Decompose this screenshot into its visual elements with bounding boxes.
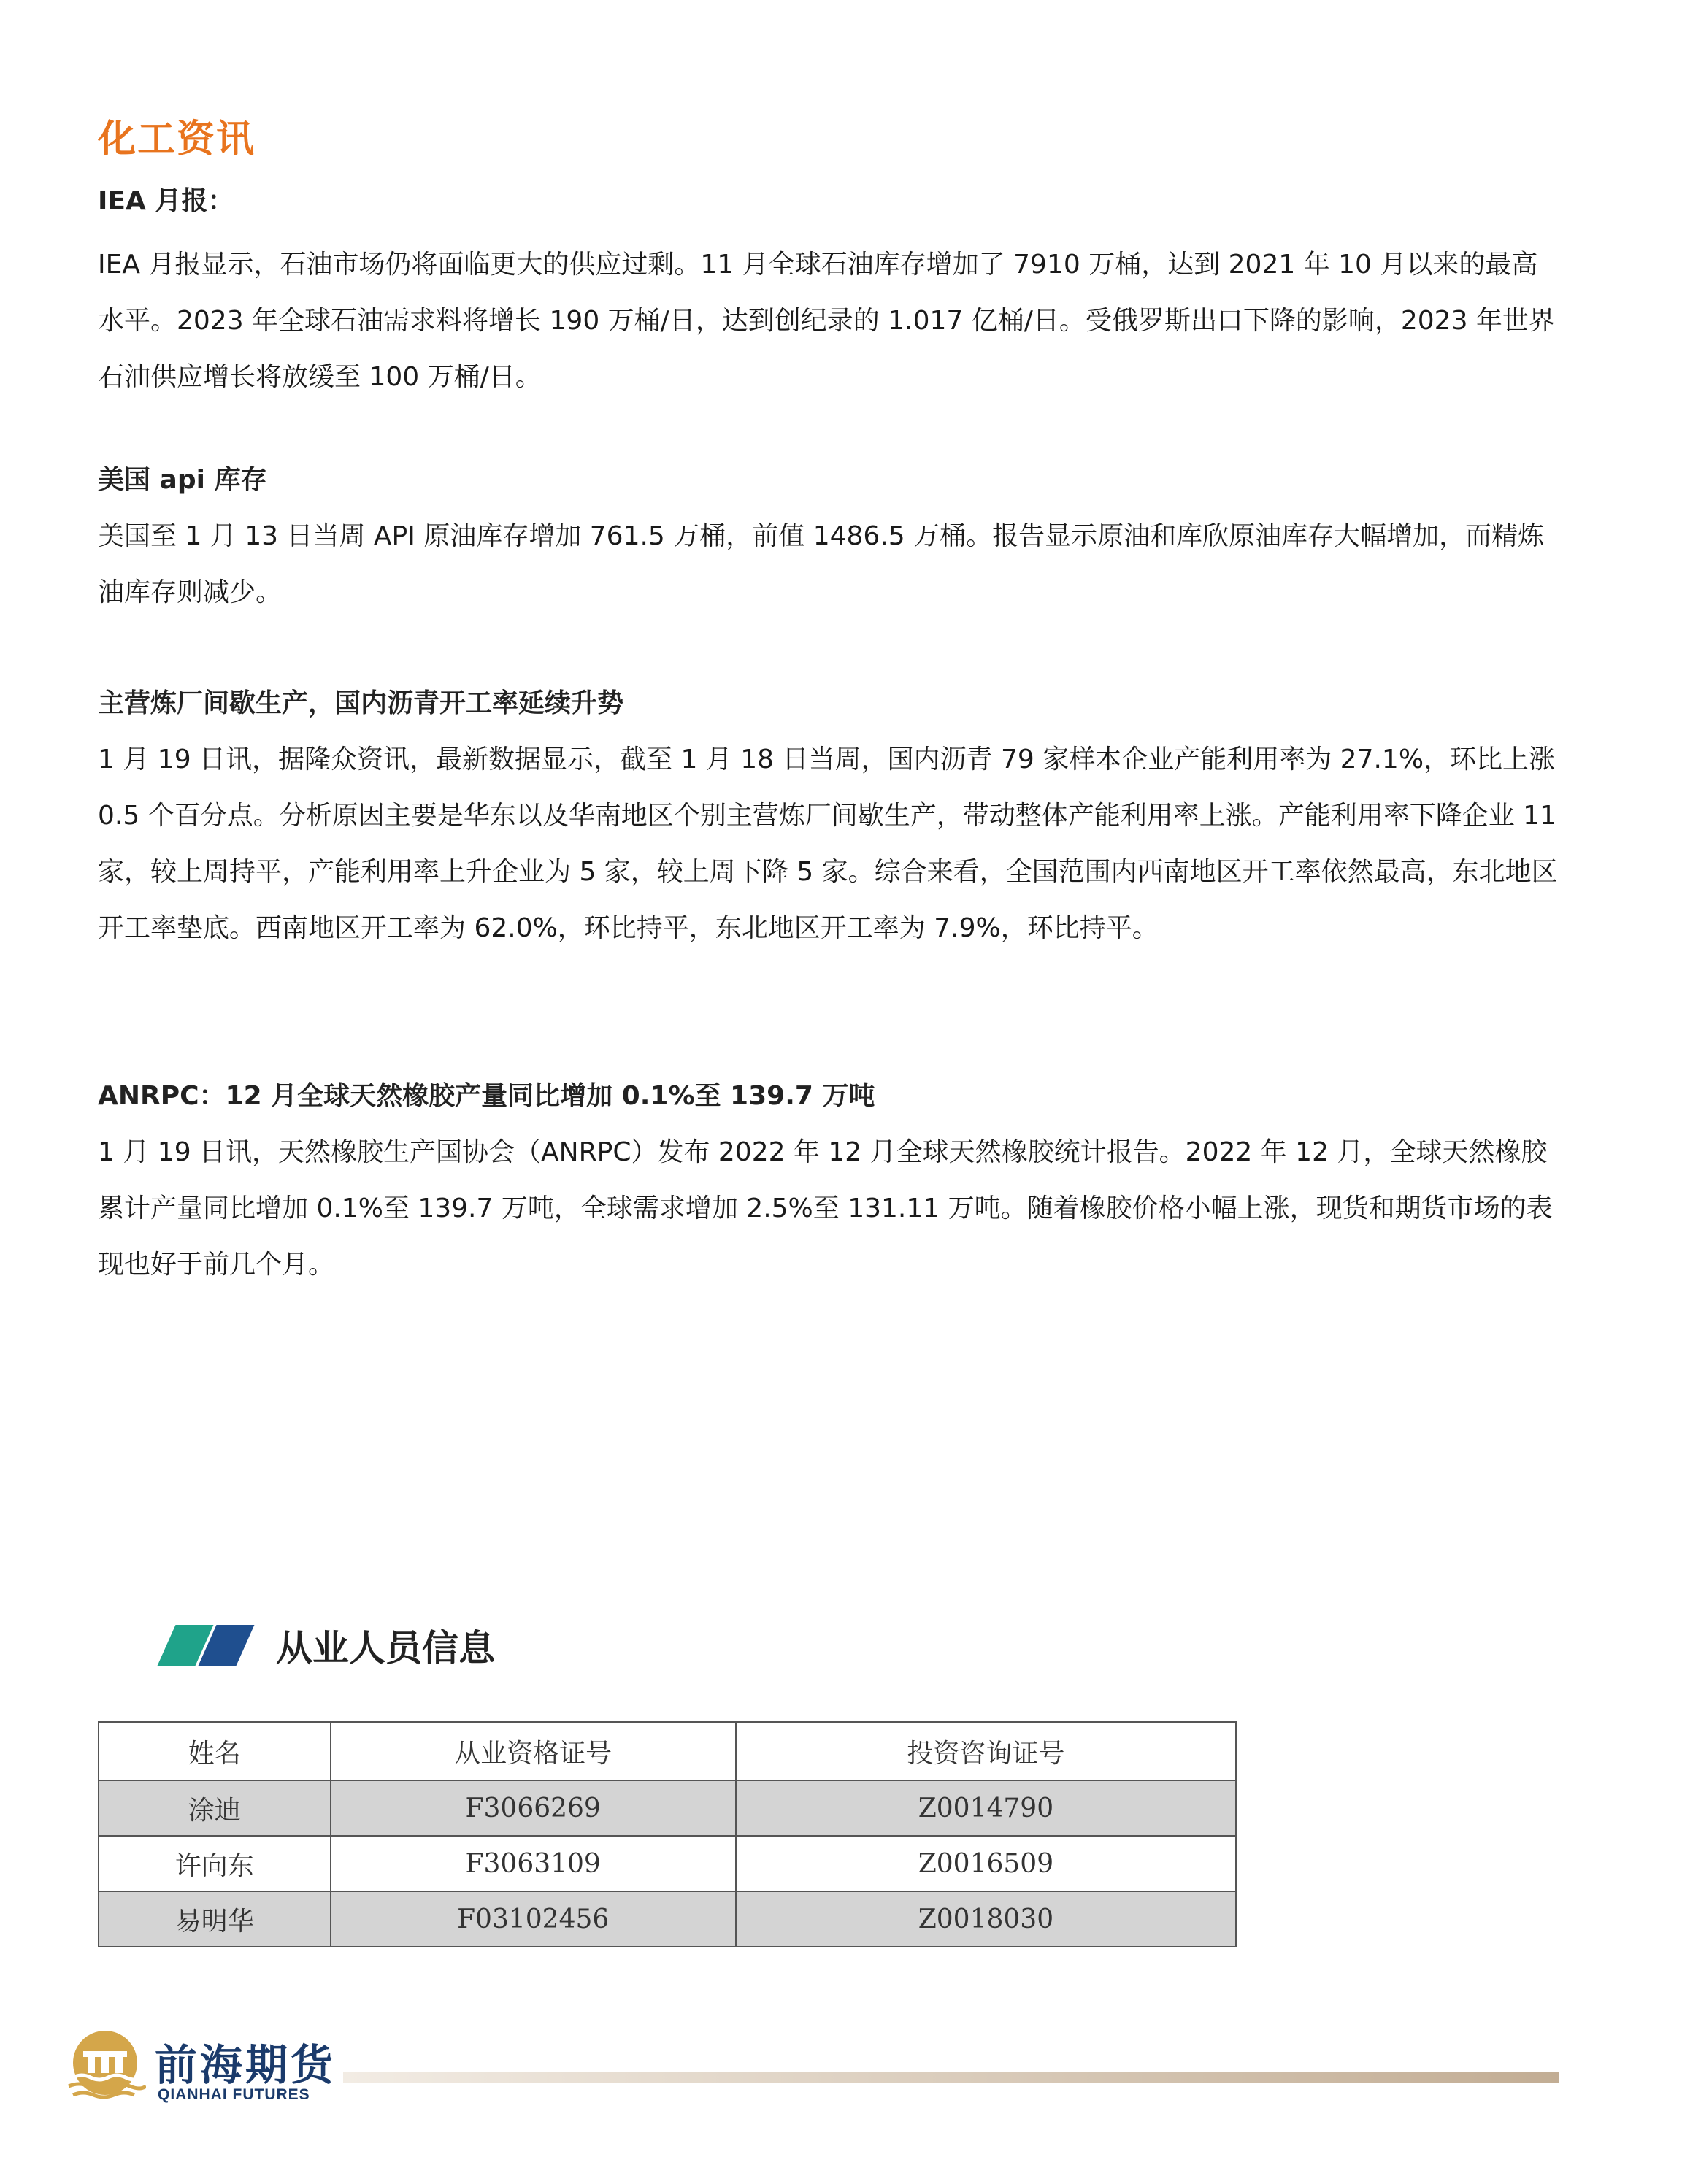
column-header-qualification: 从业资格证号 [331, 1722, 736, 1780]
cell-consulting-no: Z0016509 [736, 1836, 1236, 1891]
staff-table [98, 1721, 1237, 1947]
article-api [98, 458, 1558, 620]
article-body: IEA 月报显示，石油市场仍将面临更大的供应过剩。11 月全球石油库存增加了 7910 万桶，达到 2021 年 10 月以来的最高水平。2023 年全球石油需求料将增长 190 万桶/日，达到创纪录的 1.017 亿桶/日。受俄罗斯出口下降的影响，2023 年世界石油供应增长将放缓至 100 万桶/日。 [98, 250, 1555, 392]
article-heading: IEA 月报： [98, 186, 234, 216]
section-title: 化工资讯 [98, 118, 256, 161]
staff-section-title: 从业人员信息 [276, 1627, 495, 1669]
article-heading: ANRPC：12 月全球天然橡胶产量同比增加 0.1%至 139.7 万吨 [98, 1081, 875, 1111]
article-body: 1 月 19 日讯，据隆众资讯，最新数据显示，截至 1 月 18 日当周，国内沥青 79 家样本企业产能利用率为 27.1%，环比上涨 0.5 个百分点。分析原因主要是华东以及华南地区个别主营炼厂间歇生产，带动整体产能利用率上涨。产能利用率下降企业 11 家，较上周持平，产能利用率上升企业为 5 家，较上周下降 5 家。综合来看，全国范围内西南地区开工率依然最高，东北地区开工率垫底。西南地区开工率为 62.0%，环比持平，东北地区开工率为 7.9%，环比持平。 [98, 745, 1558, 943]
cell-consulting-no: Z0018030 [736, 1891, 1236, 1947]
article-iea [98, 180, 1558, 405]
cell-name: 涂迪 [99, 1780, 331, 1836]
article-anrpc [98, 1074, 1558, 1293]
article-heading: 主营炼厂间歇生产，国内沥青开工率延续升势 [98, 688, 624, 718]
cell-name: 许向东 [99, 1836, 331, 1891]
table-header-row [99, 1722, 1236, 1780]
cell-name: 易明华 [99, 1891, 331, 1947]
stripes-icon [159, 1625, 251, 1666]
cell-consulting-no: Z0014790 [736, 1780, 1236, 1836]
cell-qualification-no: F03102456 [331, 1891, 736, 1947]
column-header-name: 姓名 [99, 1722, 331, 1780]
logo-text-en: QIANHAI FUTURES [158, 2086, 310, 2103]
column-header-consulting: 投资咨询证号 [736, 1722, 1236, 1780]
staff-section-header [159, 1622, 495, 1669]
cell-qualification-no: F3063109 [331, 1836, 736, 1891]
footer-divider [343, 2072, 1559, 2083]
cell-qualification-no: F3066269 [331, 1780, 736, 1836]
article-body: 美国至 1 月 13 日当周 API 原油库存增加 761.5 万桶，前值 1486.5 万桶。报告显示原油和库欣原油库存大幅增加，而精炼油库存则减少。 [98, 521, 1545, 607]
table-row [99, 1891, 1236, 1947]
company-logo-icon [64, 2029, 146, 2102]
article-asphalt [98, 682, 1558, 956]
article-body: 1 月 19 日讯，天然橡胶生产国协会（ANRPC）发布 2022 年 12 月全球天然橡胶统计报告。2022 年 12 月，全球天然橡胶累计产量同比增加 0.1%至 139.7 万吨，全球需求增加 2.5%至 131.11 万吨。随着橡胶价格小幅上涨，现货和期货市场的表现也好于前几个月。 [98, 1137, 1553, 1280]
table-row [99, 1780, 1236, 1836]
article-heading: 美国 api 库存 [98, 465, 267, 495]
logo-text-cn: 前海期货 [155, 2040, 337, 2090]
table-row [99, 1836, 1236, 1891]
